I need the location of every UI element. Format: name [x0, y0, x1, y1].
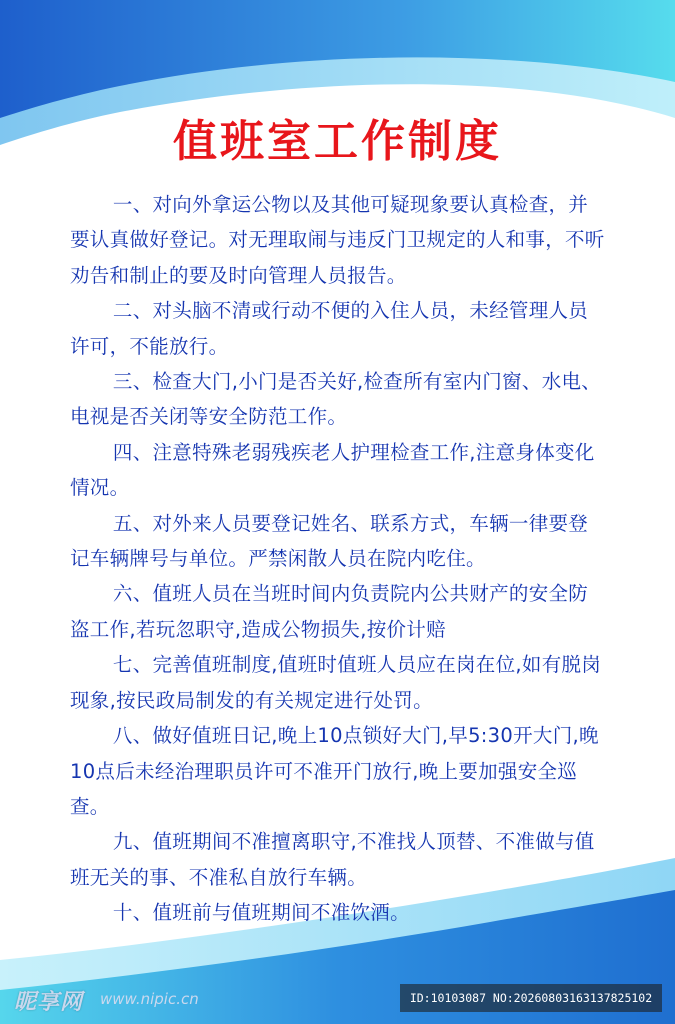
page-title: 值班室工作制度 — [173, 116, 502, 167]
rule-item: 七、完善值班制度,值班时值班人员应在岗在位,如有脱岗现象,按民政局制发的有关规定进行处罚。 — [70, 653, 602, 712]
rule-item: 十、值班前与值班期间不准饮酒。 — [112, 901, 410, 925]
rule-item: 二、对头脑不清或行动不便的入住人员，未经管理人员许可，不能放行。 — [70, 299, 589, 358]
rule-item: 五、对外来人员要登记姓名、联系方式，车辆一律要登记车辆牌号与单位。严禁闲散人员在院内吃住。 — [70, 511, 589, 571]
rule-item: 六、值班人员在当班时间内负责院内公共财产的安全防盗工作,若玩忽职守,造成公物损失,按价计赔 — [70, 582, 589, 641]
rules-list — [70, 187, 605, 931]
rule-item: 三、检查大门,小门是否关好,检查所有室内门窗、水电、电视是否关闭等安全防范工作。 — [70, 370, 602, 429]
rule-item: 八、做好值班日记,晚上10点锁好大门,早5:30开大门,晚10点后未经治理职员许可不准开门放行,晚上要加强安全巡查。 — [70, 724, 599, 818]
rule-item: 九、值班期间不准擅离职守,不准找人顶替、不准做与值班无关的事、不准私自放行车辆。 — [70, 830, 595, 889]
watermark-url: www.nipic.cn — [100, 990, 199, 1008]
watermark-id: ID:10103087 NO:20260803163137825102 — [400, 984, 662, 1012]
rule-item: 四、注意特殊老弱残疾老人护理检查工作,注意身体变化情况。 — [70, 440, 595, 500]
watermark-logo: 昵享网 — [14, 990, 84, 1015]
rule-item: 一、对向外拿运公物以及其他可疑现象要认真检查，并要认真做好登记。对无理取闹与违反门卫规定的人和事，不听劝告和制止的要及时向管理人员报告。 — [70, 193, 605, 287]
